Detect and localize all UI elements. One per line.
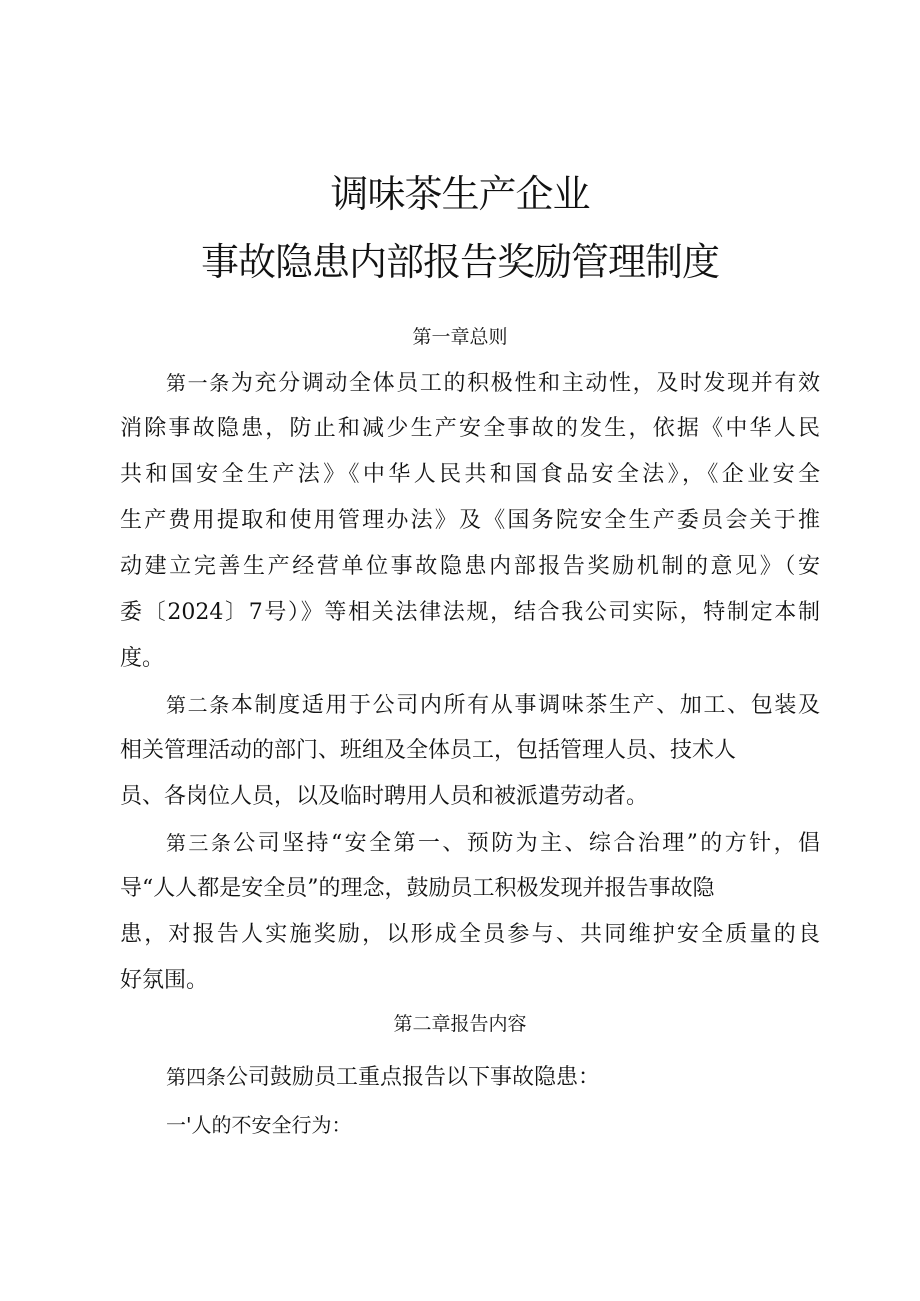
article-2-text-1: 本制度适用于公司内所有从事调味茶生产、加工、包装及 — [230, 693, 820, 718]
article-3-line-3: 患，对报告人实施奖励，以形成全员参与、共同维护安全质量的良 — [120, 922, 820, 947]
article-1-line-2: 消除事故隐患，防止和减少生产安全事故的发生，依据《中华人民 — [120, 416, 820, 441]
article-1-line-5: 动建立完善生产经营单位事故隐患内部报告奖励机制的意见》（安 — [120, 554, 820, 579]
article-2-line-2: 相关管理活动的部门、班组及全体员工，包括管理人员、技术人 — [120, 738, 737, 763]
article-3-line-2: 导“人人都是安全员”的理念，鼓励员工积极发现并报告事故隐 — [120, 876, 715, 901]
article-1-line-1 — [166, 368, 820, 399]
article-4-label: 第四条 — [166, 1065, 226, 1089]
article-1-line-4: 生产费用提取和使用管理办法》及《国务院安全生产委员会关于推 — [120, 508, 820, 533]
document-title-line-1: 调味茶生产企业 — [330, 172, 590, 216]
article-3-line-4: 好氛围。 — [120, 968, 209, 993]
subheading-unsafe-behavior: 一'人的不安全行为： — [166, 1113, 352, 1137]
article-3-label: 第三条 — [166, 831, 234, 855]
article-1-line-6: 委〔2024〕7号）》等相关法律法规，结合我公司实际，特制定本制 — [120, 600, 820, 625]
chapter-1-heading: 第一章总则 — [412, 326, 508, 348]
article-2-line-3: 员、各岗位人员，以及临时聘用人员和被派遣劳动者。 — [120, 784, 649, 809]
article-1-line-7: 度。 — [120, 646, 165, 671]
article-1-text-1: 为充分调动全体员工的积极性和主动性，及时发现并有效 — [230, 371, 820, 396]
article-1-line-3: 共和国安全生产法》《中华人民共和国食品安全法》，《企业安全 — [120, 462, 820, 487]
article-2-line-1 — [166, 690, 820, 721]
article-2-label: 第二条 — [166, 693, 231, 717]
article-1-label: 第一条 — [166, 371, 231, 395]
article-3-text-1: 公司坚持“安全第一、预防为主、综合治理”的方针，倡 — [233, 831, 820, 856]
chapter-2-heading: 第二章报告内容 — [393, 1013, 527, 1035]
article-4-line-1 — [166, 1062, 820, 1093]
article-4-text-1: 公司鼓励员工重点报告以下事故隐患： — [226, 1065, 601, 1090]
document-title-line-2: 事故隐患内部报告奖励管理制度 — [200, 240, 719, 284]
article-3-line-1 — [166, 828, 820, 859]
